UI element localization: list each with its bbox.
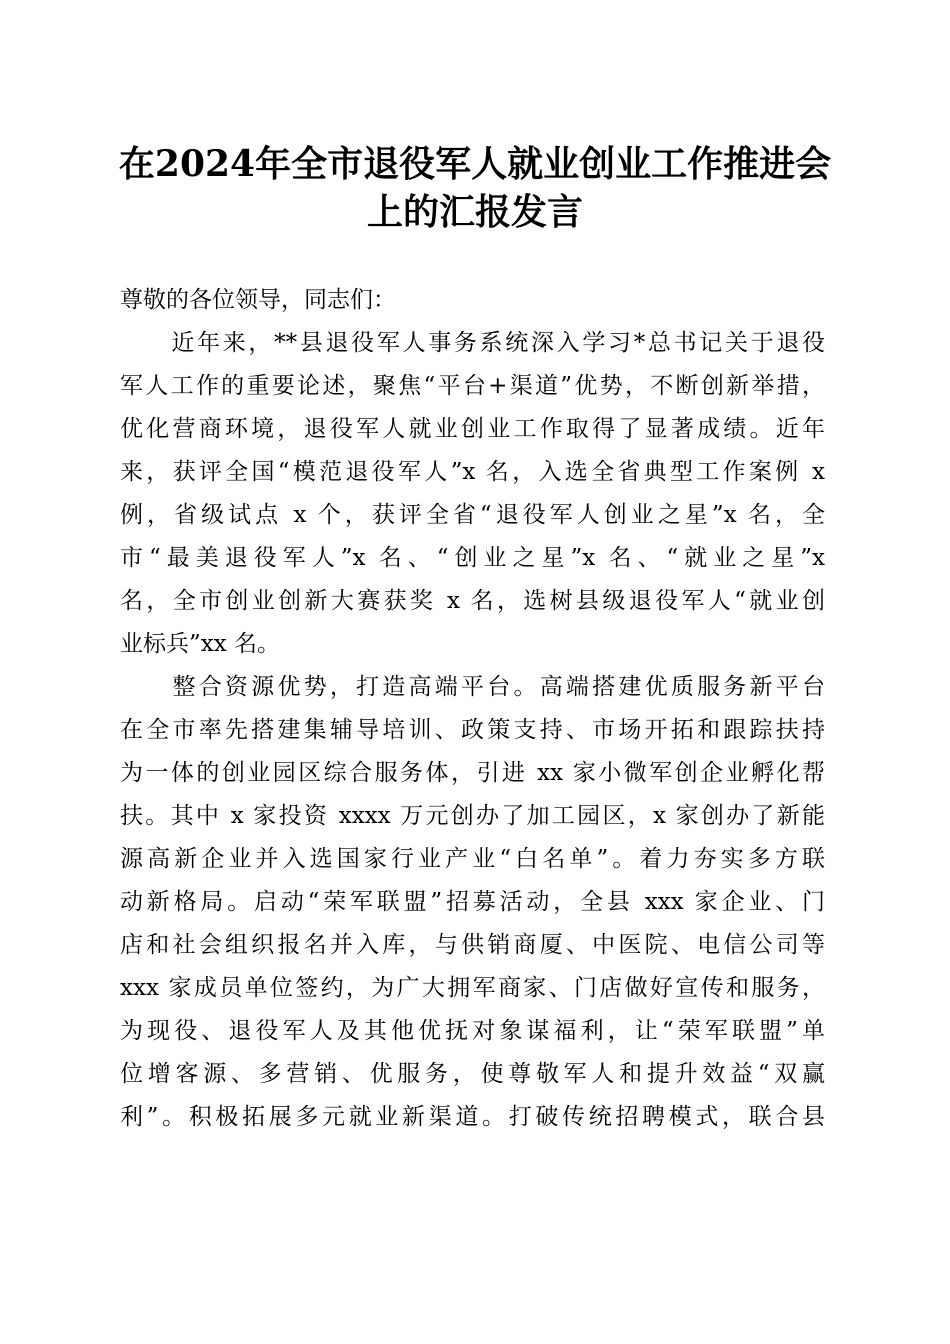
paragraph-2-line: 动新格局。启动“荣军联盟”招募活动，全县 xxx 家企业、门 [120,889,825,915]
paragraph-2-line: 位增客源、多营销、优服务，使尊敬军人和提升效益“双赢 [120,1061,825,1087]
paragraph-2-line: 为现役、退役军人及其他优抚对象谋福利，让“荣军联盟”单 [120,1018,825,1044]
paragraph-2-line: 源高新企业并入选国家行业产业“白名单”。着力夯实多方联 [120,846,825,872]
paragraph-2-line: 利”。积极拓展多元就业新渠道。打破传统招聘模式，联合县 [120,1104,825,1130]
paragraph-1-line: 优化营商环境，退役军人就业创业工作取得了显著成绩。近年 [120,416,825,442]
document-title-line-1: 在2024年全市退役军人就业创业工作推进会 [118,143,832,185]
paragraph-2-line: 店和社会组织报名并入库，与供销商厦、中医院、电信公司等 [120,932,825,958]
salutation: 尊敬的各位领导，同志们： [120,287,396,313]
paragraph-1-line: 名，全市创业创新大赛获奖 x 名，选树县级退役军人“就业创 [120,588,825,614]
paragraph-1-line: 近年来，**县退役军人事务系统深入学习*总书记关于退役 [120,330,825,356]
paragraph-2-line: 为一体的创业园区综合服务体，引进 xx 家小微军创企业孵化帮 [120,760,825,786]
paragraph-1-line: 军人工作的重要论述，聚焦“平台+渠道”优势，不断创新举措， [120,373,825,399]
paragraph-2-line: xxx 家成员单位签约，为广大拥军商家、门店做好宣传和服务， [120,975,825,1001]
paragraph-2-line: 整合资源优势，打造高端平台。高端搭建优质服务新平台 [120,674,825,700]
paragraph-1-line: 来，获评全国“模范退役军人”x 名，入选全省典型工作案例 x [120,459,825,485]
paragraph-2-line: 在全市率先搭建集辅导培训、政策支持、市场开拓和跟踪扶持 [120,717,825,743]
paragraph-1-line: 市“最美退役军人”x 名、“创业之星”x 名、“就业之星”x [120,545,825,571]
paragraph-1-line: 业标兵”xx 名。 [120,631,281,657]
document-title-line-2: 上的汇报发言 [366,191,583,233]
paragraph-1-line: 例，省级试点 x 个，获评全省“退役军人创业之星”x 名，全 [120,502,825,528]
paragraph-2-line: 扶。其中 x 家投资 xxxx 万元创办了加工园区，x 家创办了新能 [120,803,825,829]
